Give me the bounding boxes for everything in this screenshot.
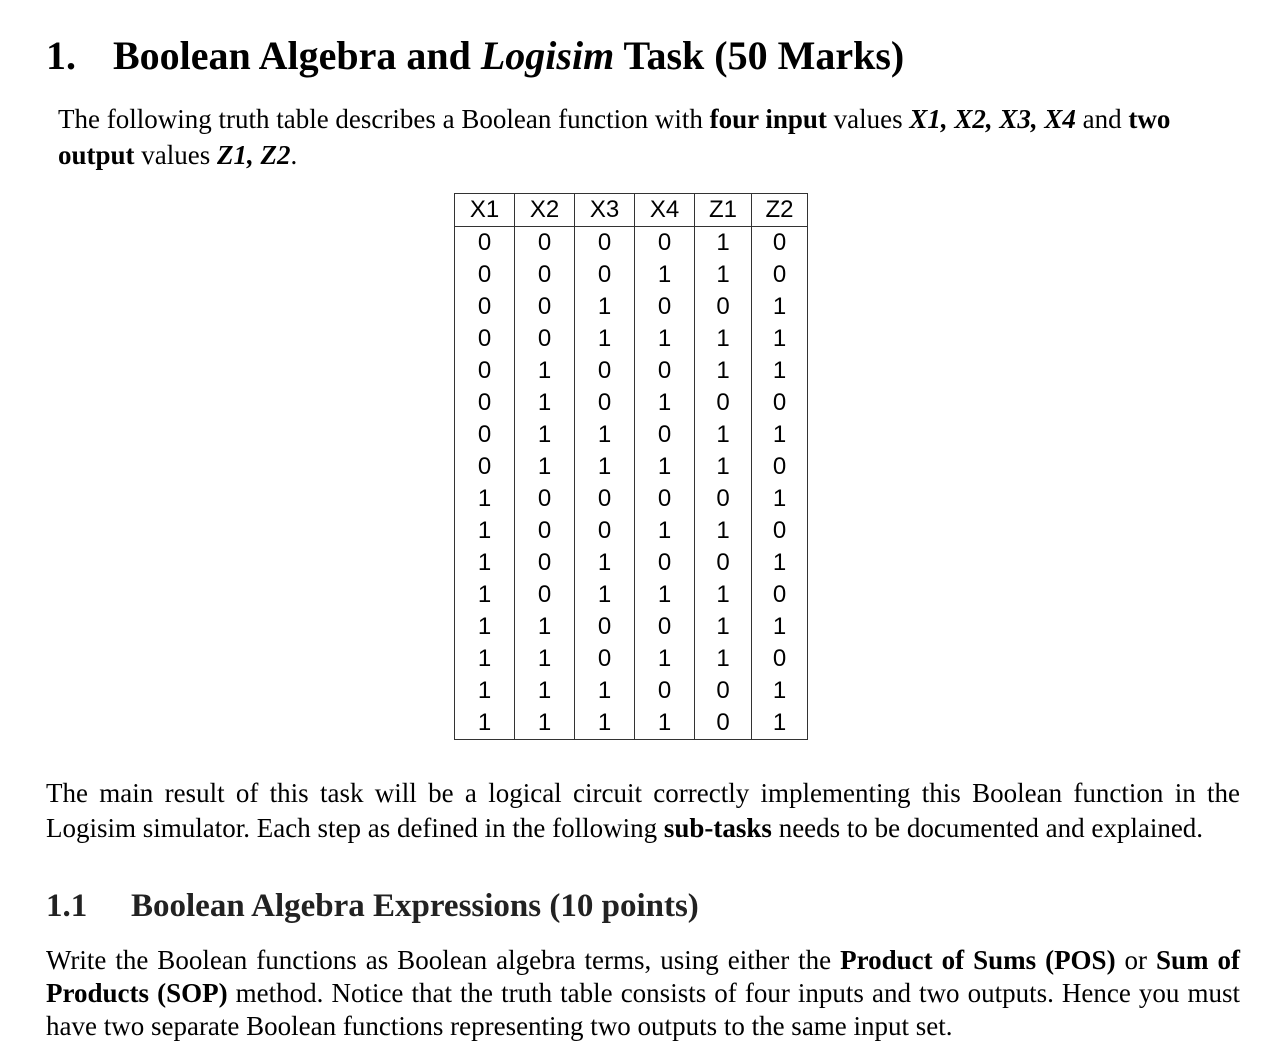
column-header: X4 — [635, 194, 695, 227]
table-cell: 1 — [455, 707, 515, 740]
table-cell: 1 — [752, 707, 808, 740]
table-cell: 0 — [455, 227, 515, 260]
table-row — [455, 675, 808, 707]
table-cell: 1 — [695, 419, 752, 451]
title-text: Boolean Algebra and — [113, 33, 481, 78]
table-cell: 0 — [575, 483, 635, 515]
table-cell: 0 — [515, 227, 575, 260]
table-cell: 1 — [752, 611, 808, 643]
table-cell: 0 — [455, 323, 515, 355]
column-header: X3 — [575, 194, 635, 227]
result-paragraph — [46, 776, 1240, 846]
table-cell: 1 — [575, 419, 635, 451]
table-cell: 0 — [455, 387, 515, 419]
table-cell: 1 — [455, 515, 515, 547]
table-cell: 1 — [635, 387, 695, 419]
table-cell: 0 — [575, 387, 635, 419]
truth-table-header — [455, 194, 808, 227]
table-cell: 1 — [575, 547, 635, 579]
table-cell: 0 — [635, 483, 695, 515]
table-cell: 0 — [575, 227, 635, 260]
table-cell: 1 — [695, 355, 752, 387]
table-cell: 0 — [752, 515, 808, 547]
table-cell: 0 — [635, 355, 695, 387]
table-cell: 0 — [455, 451, 515, 483]
table-cell: 0 — [695, 675, 752, 707]
table-cell: 0 — [515, 579, 575, 611]
table-cell: 1 — [575, 323, 635, 355]
table-cell: 0 — [695, 547, 752, 579]
table-row — [455, 451, 808, 483]
title-italic: Logisim — [480, 33, 615, 78]
subsection-title: Boolean Algebra Expressions (10 points) — [131, 888, 699, 924]
text: values — [826, 104, 910, 134]
page-title — [46, 30, 904, 82]
table-cell: 1 — [635, 643, 695, 675]
table-cell: 0 — [515, 515, 575, 547]
table-cell: 1 — [455, 547, 515, 579]
bold-text: four input — [709, 104, 827, 134]
table-cell: 0 — [455, 355, 515, 387]
text: method. Notice that the truth table consists of four inputs and two outputs. Hence you must have two separate Boolean functions representing two outputs to the same input set. — [46, 978, 1241, 1041]
intro-paragraph — [58, 101, 1234, 173]
table-cell: 1 — [515, 419, 575, 451]
table-cell: 0 — [515, 291, 575, 323]
table-cell: 1 — [575, 707, 635, 740]
table-cell: 1 — [635, 579, 695, 611]
table-cell: 1 — [695, 323, 752, 355]
table-row — [455, 387, 808, 419]
table-cell: 0 — [575, 611, 635, 643]
table-cell: 1 — [752, 291, 808, 323]
table-row — [455, 291, 808, 323]
column-header: X2 — [515, 194, 575, 227]
text: The main result of this task will be a logical circuit correctly implementing this Boolean function in the Logisim simulator. Each step as defined in the following — [46, 778, 1240, 843]
title-text-end: Task (50 Marks) — [614, 33, 905, 78]
table-row — [455, 483, 808, 515]
table-cell: 0 — [695, 707, 752, 740]
table-row — [455, 643, 808, 675]
table-cell: 1 — [515, 387, 575, 419]
table-cell: 0 — [752, 643, 808, 675]
table-row — [455, 259, 808, 291]
table-cell: 1 — [515, 707, 575, 740]
bold-text: Product of Sums (POS) — [840, 945, 1116, 975]
table-cell: 0 — [515, 483, 575, 515]
table-cell: 0 — [515, 323, 575, 355]
table-cell: 1 — [752, 483, 808, 515]
table-row — [455, 355, 808, 387]
table-row — [455, 227, 808, 260]
table-cell: 1 — [695, 643, 752, 675]
table-cell: 1 — [635, 259, 695, 291]
table-cell: 0 — [695, 291, 752, 323]
column-header: X1 — [455, 194, 515, 227]
table-cell: 1 — [695, 515, 752, 547]
bold-text: two output — [58, 104, 1171, 170]
text: or — [1115, 945, 1157, 975]
table-cell: 0 — [695, 483, 752, 515]
table-cell: 0 — [455, 259, 515, 291]
column-header: Z2 — [752, 194, 808, 227]
text: values — [134, 140, 218, 170]
table-row — [455, 515, 808, 547]
text: Write the Boolean functions as Boolean algebra terms, using either the — [46, 945, 841, 975]
table-cell: 1 — [515, 611, 575, 643]
table-cell: 1 — [515, 643, 575, 675]
table-cell: 0 — [635, 675, 695, 707]
table-cell: 1 — [635, 515, 695, 547]
table-cell: 0 — [575, 515, 635, 547]
table-cell: 1 — [515, 355, 575, 387]
table-cell: 1 — [455, 643, 515, 675]
table-cell: 1 — [455, 611, 515, 643]
table-cell: 1 — [752, 675, 808, 707]
table-cell: 1 — [752, 547, 808, 579]
column-header: Z1 — [695, 194, 752, 227]
table-cell: 0 — [635, 227, 695, 260]
table-cell: 0 — [455, 291, 515, 323]
table-cell: 1 — [635, 451, 695, 483]
table-cell: 0 — [695, 387, 752, 419]
table-cell: 1 — [752, 355, 808, 387]
text: and — [1075, 104, 1129, 134]
table-cell: 1 — [575, 451, 635, 483]
table-cell: 1 — [695, 259, 752, 291]
table-cell: 0 — [752, 227, 808, 260]
input-variables: X1, X2, X3, X4 — [909, 104, 1076, 134]
table-row — [455, 579, 808, 611]
table-cell: 1 — [695, 579, 752, 611]
table-cell: 1 — [515, 675, 575, 707]
table-row — [455, 323, 808, 355]
table-cell: 1 — [635, 707, 695, 740]
table-cell: 0 — [752, 387, 808, 419]
bold-text: Sum of Products (SOP) — [46, 945, 1241, 1008]
table-row — [455, 419, 808, 451]
table-cell: 0 — [455, 419, 515, 451]
subsection-heading — [46, 884, 699, 928]
table-cell: 0 — [515, 547, 575, 579]
table-cell: 1 — [455, 579, 515, 611]
table-cell: 0 — [752, 259, 808, 291]
text: . — [290, 140, 298, 170]
table-cell: 0 — [635, 419, 695, 451]
text: needs to be documented and explained. — [771, 813, 1204, 843]
bold-text: sub-tasks — [663, 813, 772, 843]
table-cell: 1 — [455, 483, 515, 515]
table-row — [455, 707, 808, 740]
table-cell: 1 — [575, 675, 635, 707]
instructions-paragraph — [46, 944, 1240, 1043]
table-cell: 1 — [575, 579, 635, 611]
table-cell: 1 — [752, 419, 808, 451]
table-cell: 0 — [635, 291, 695, 323]
table-cell: 0 — [635, 611, 695, 643]
text: The following truth table describes a Boolean function with — [58, 104, 710, 134]
section-number: 1. — [46, 33, 76, 78]
table-cell: 0 — [752, 579, 808, 611]
subsection-number: 1.1 — [46, 888, 88, 924]
table-cell: 1 — [752, 323, 808, 355]
table-cell: 0 — [635, 547, 695, 579]
truth-table — [454, 193, 808, 740]
table-row — [455, 611, 808, 643]
table-row — [455, 547, 808, 579]
table-cell: 1 — [695, 227, 752, 260]
table-cell: 1 — [695, 611, 752, 643]
table-cell: 0 — [575, 259, 635, 291]
table-cell: 1 — [695, 451, 752, 483]
table-cell: 1 — [575, 291, 635, 323]
output-variables: Z1, Z2 — [217, 140, 291, 170]
table-cell: 0 — [752, 451, 808, 483]
table-cell: 0 — [575, 643, 635, 675]
table-cell: 1 — [515, 451, 575, 483]
table-cell: 1 — [635, 323, 695, 355]
table-cell: 1 — [455, 675, 515, 707]
table-cell: 0 — [575, 355, 635, 387]
table-cell: 0 — [515, 259, 575, 291]
